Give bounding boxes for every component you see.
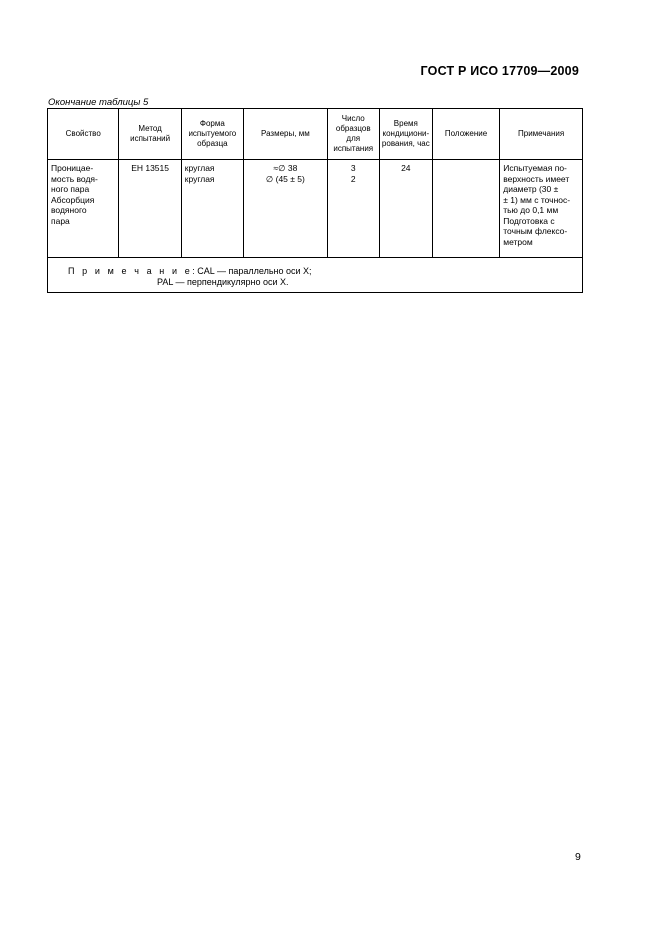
table-header-row [48,109,583,160]
column-header-time: Время кондициони-рования, час [379,109,432,160]
cell-count: 3 2 [327,160,379,258]
table-row [48,160,583,258]
cell-notes: Испытуемая по- верхность имеет диаметр (30 ± ± 1) мм с точнос- тью до 0,1 мм Подготовка с точным флексо- метром [500,160,583,258]
note-text-1: : CAL — параллельно оси X; [192,266,312,276]
cell-time: 24 [379,160,432,258]
cell-property: Проницае- мость водя- ного пара Абсорбция водяного пара [48,160,119,258]
specification-table [47,108,583,293]
document-code: ГОСТ Р ИСО 17709—2009 [420,64,579,78]
column-header-notes: Примечания [500,109,583,160]
column-header-count: Число образцов для испытания [327,109,379,160]
cell-shape: круглая круглая [181,160,243,258]
note-line-2 [68,277,562,288]
column-header-dimensions: Размеры, мм [244,109,328,160]
table-note-row [48,258,583,293]
cell-method: EH 13515 [119,160,181,258]
column-header-property: Свойство [48,109,119,160]
note-line-1 [68,266,562,277]
column-header-shape: Форма испытуемого образца [181,109,243,160]
cell-dimensions: ≈∅ 38 ∅ (45 ± 5) [244,160,328,258]
cell-position [432,160,499,258]
table-container [47,108,583,293]
table-note [48,258,583,293]
note-text-2: PAL — перпендикулярно оси X. [157,277,289,287]
table-caption: Окончание таблицы 5 [48,97,149,108]
note-label: П р и м е ч а н и е [68,266,193,276]
column-header-position: Положение [432,109,499,160]
column-header-method: Метод испытаний [119,109,181,160]
page-number: 9 [575,851,581,863]
